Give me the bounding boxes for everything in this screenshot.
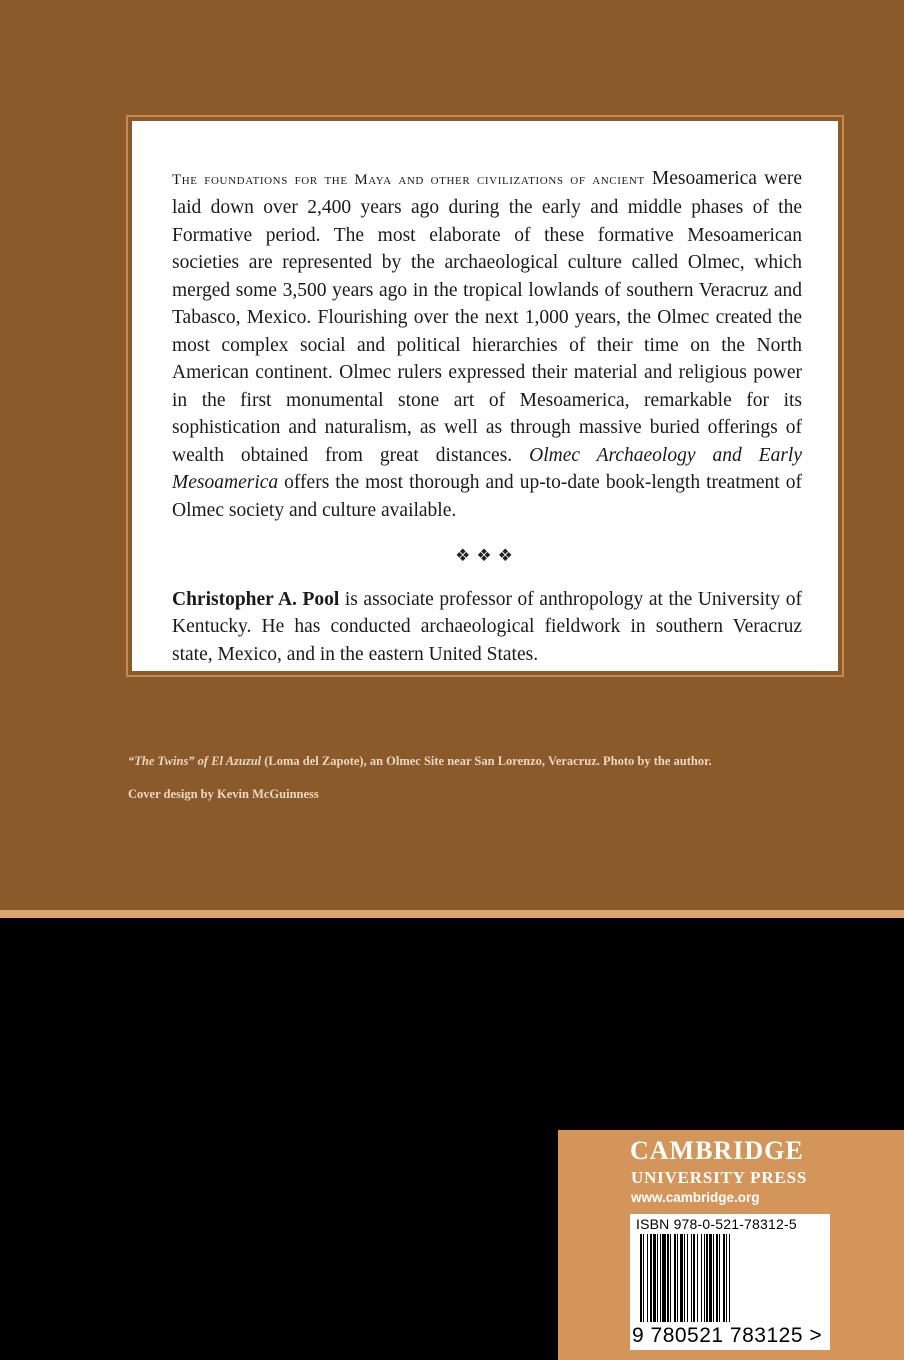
author-bio: [172, 586, 802, 669]
barcode-bars: [640, 1234, 820, 1324]
photo-credit: [128, 754, 712, 769]
blurb-content: [172, 145, 802, 688]
publisher-box: [558, 1130, 904, 1360]
blurb-box: [126, 115, 844, 677]
barcode: [630, 1214, 830, 1350]
blurb-body-1: Mesoamerica were laid down over 2,400 years ago during the early and middle phases of the Formative period. The most elaborate of these formative Mesoamerican societies are represented by the archaeological culture called Olmec, which merged some 3,500 years ago in the tropical lowlands of southern Veracruz and Tabasco, Mexico. Flourishing over the next 1,000 years, the Olmec created the most complex social and political hierarchies of their time on the North American continent. Olmec rulers expressed their material and religious power in the first monumental stone art of Mesoamerica, remarkable for its sophistication and naturalism, as well as through massive buried offerings of wealth obtained from great distances.: [172, 167, 803, 466]
blurb-body-2: offers the most thorough and up-to-date book-length treatment of Olmec society and culture available.: [172, 472, 802, 521]
blurb-lead: The foundations for the Maya and other civilizations of ancient: [172, 171, 645, 188]
publisher-name: CAMBRIDGE: [630, 1136, 804, 1165]
author-name: Christopher A. Pool: [172, 588, 340, 610]
ornament-divider-icon: ❖❖❖: [455, 546, 519, 565]
author-bio-text: is associate professor of anthropology at the University of Kentucky. He has conducted archaeological fieldwork in southern Veracruz state, Mexico, and in the eastern United States.: [172, 588, 802, 665]
barcode-digits: 9 780521 783125 >: [632, 1324, 823, 1347]
photo-credit-text: (Loma del Zapote), an Olmec Site near San Lorenzo, Veracruz. Photo by the author.: [261, 754, 712, 768]
photo-title: “The Twins” of El Azuzul: [128, 754, 262, 768]
isbn-label: ISBN 978-0-521-78312-5: [636, 1216, 797, 1232]
publisher-url: www.cambridge.org: [631, 1190, 760, 1205]
blurb-paragraph: [172, 165, 802, 525]
divider-stripe: [0, 910, 904, 918]
book-title: Olmec Archaeology and Early Mesoamerica: [172, 444, 802, 493]
design-credit: Cover design by Kevin McGuinness: [128, 787, 319, 801]
publisher-subtitle: UNIVERSITY PRESS: [631, 1168, 808, 1187]
